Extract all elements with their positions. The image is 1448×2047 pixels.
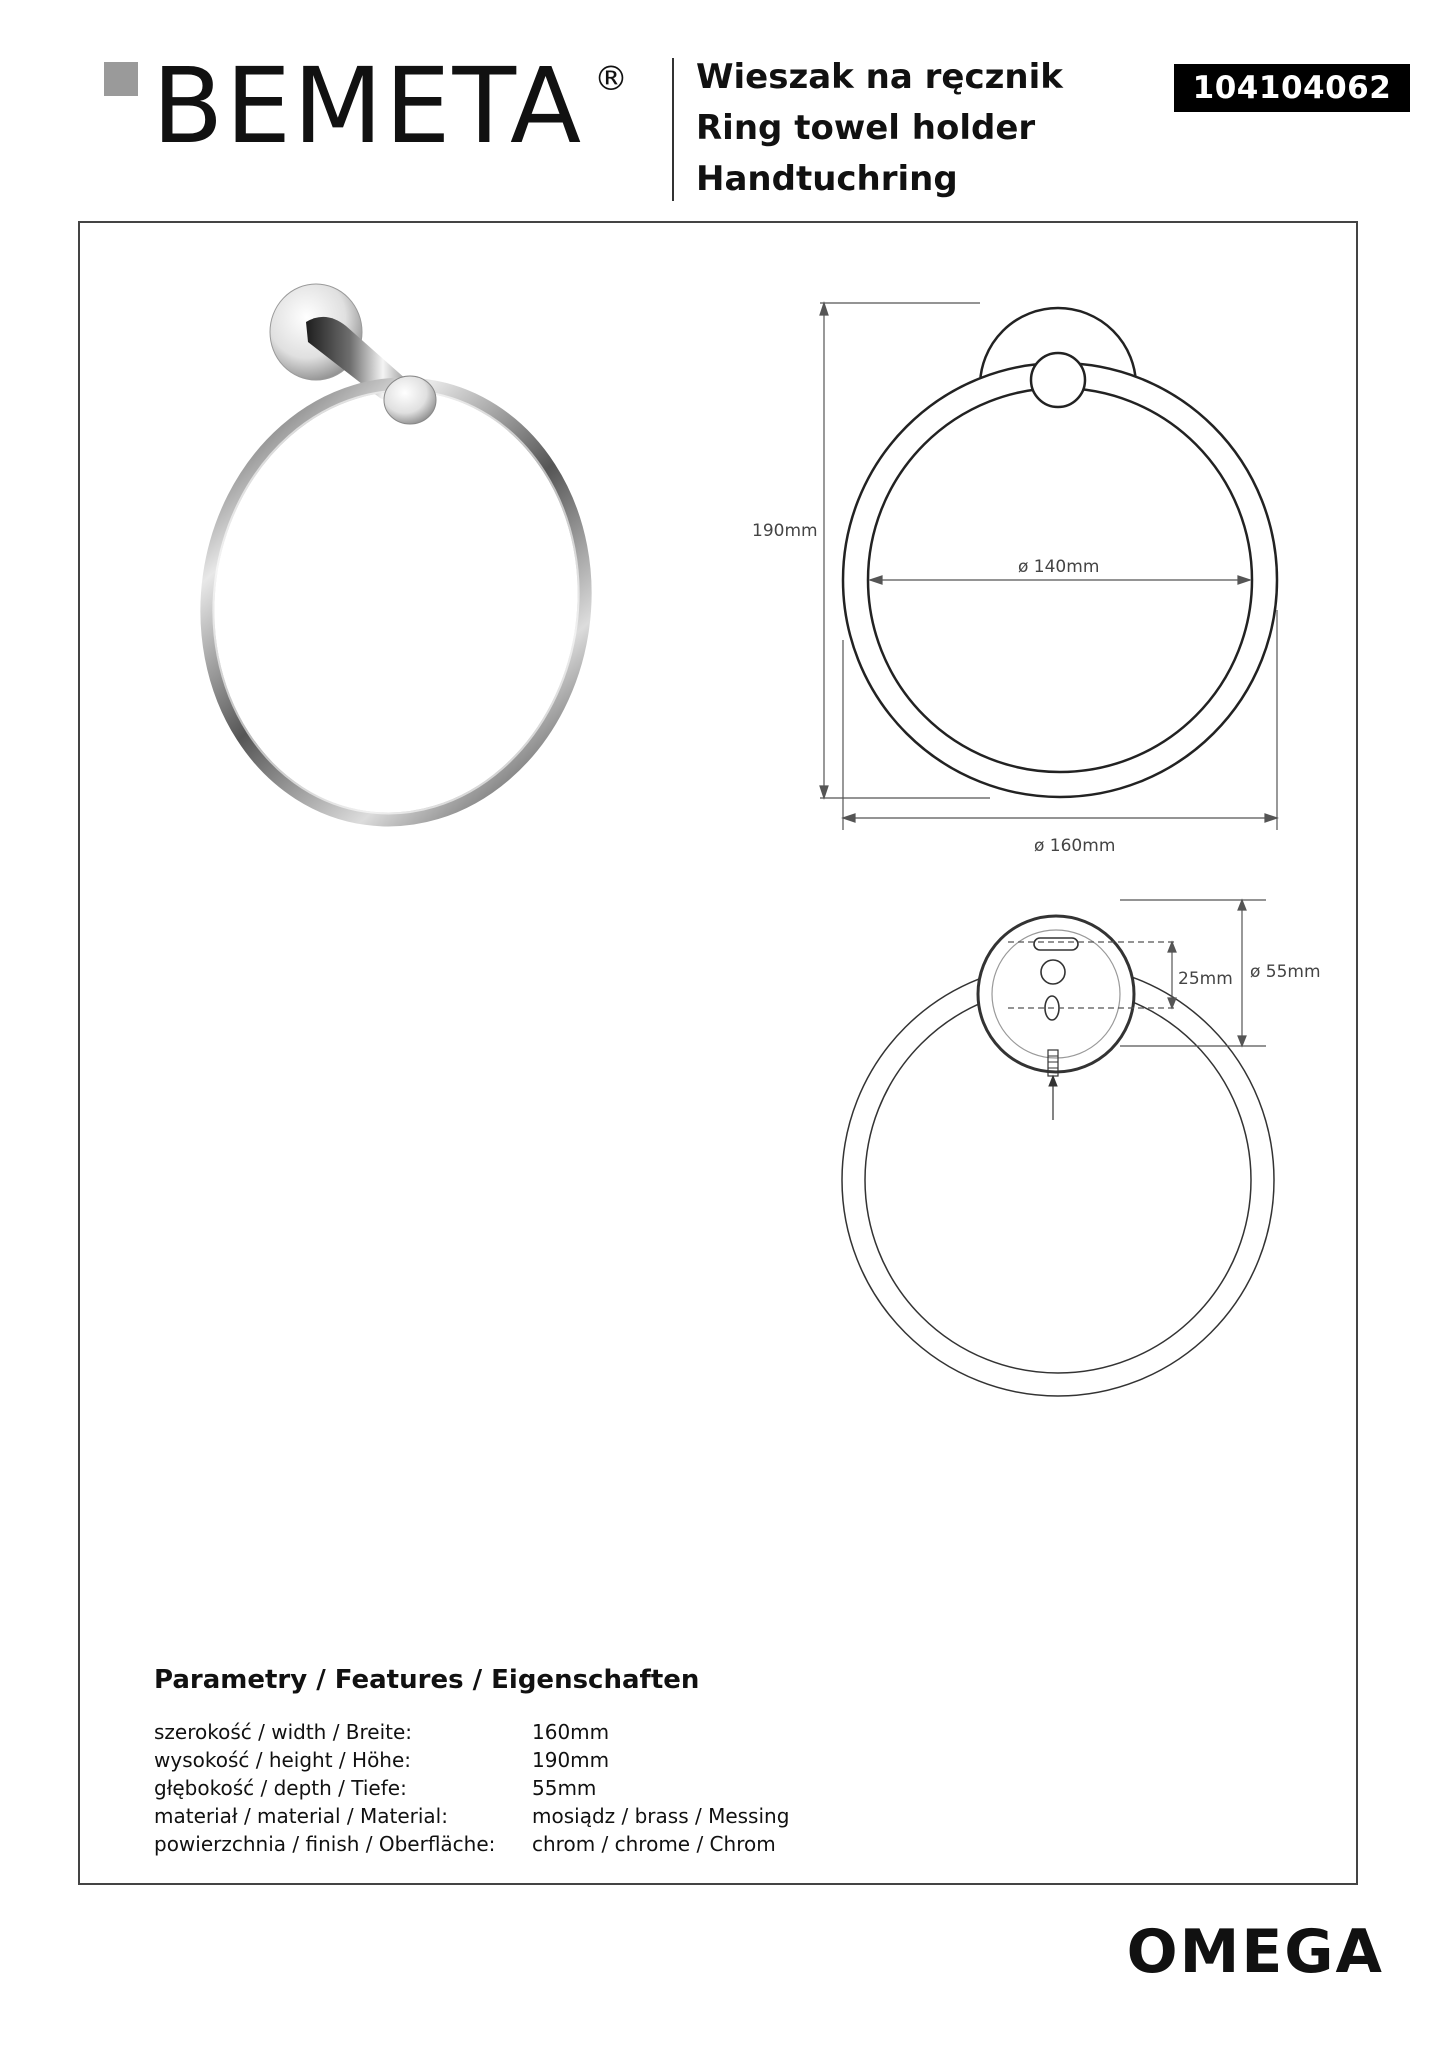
feature-value: mosiądz / brass / Messing — [532, 1804, 790, 1828]
product-titles — [696, 52, 1063, 205]
back-base-plate — [978, 916, 1134, 1072]
feature-row-material — [154, 1802, 914, 1830]
back-base-diameter-label: ø 55mm — [1250, 962, 1321, 982]
feature-label: powierzchnia / finish / Oberfläche: — [154, 1832, 496, 1856]
logo-wordmark-svg — [104, 56, 644, 152]
bemeta-logo — [104, 56, 644, 152]
feature-row-width — [154, 1718, 914, 1746]
front-inner-diameter-label: ø 140mm — [1018, 557, 1100, 577]
back-hole-spacing-label: 25mm — [1178, 969, 1233, 989]
registered-mark: ® — [594, 59, 628, 99]
front-view-drawing — [740, 290, 1300, 870]
photo-ring — [196, 360, 606, 836]
feature-value: 160mm — [532, 1720, 610, 1744]
feature-value: chrom / chrome / Chrom — [532, 1832, 776, 1856]
product-code-badge: 104104062 — [1174, 64, 1410, 112]
title-polish: Wieszak na ręcznik — [696, 57, 1063, 97]
feature-value: 190mm — [532, 1748, 610, 1772]
features-section — [154, 1662, 914, 1858]
feature-row-finish — [154, 1830, 914, 1858]
features-title: Parametry / Features / Eigenschaften — [154, 1665, 700, 1695]
front-height-label: 190mm — [752, 521, 818, 541]
series-name: OMEGA — [1126, 1917, 1384, 1987]
photo-end-cap — [384, 376, 436, 424]
title-english: Ring towel holder — [696, 108, 1036, 148]
title-german: Handtuchring — [696, 159, 958, 199]
back-view-drawing — [828, 880, 1348, 1400]
header-divider — [672, 58, 674, 201]
product-photo — [196, 276, 606, 836]
feature-label: szerokość / width / Breite: — [154, 1720, 413, 1744]
front-connector — [1031, 353, 1085, 407]
feature-row-depth — [154, 1774, 914, 1802]
front-outer-diameter-label: ø 160mm — [1034, 836, 1116, 856]
feature-value: 55mm — [532, 1776, 597, 1800]
logo-wordmark: BEMETA — [152, 56, 584, 152]
feature-label: wysokość / height / Höhe: — [154, 1748, 412, 1772]
feature-row-height — [154, 1746, 914, 1774]
feature-label: głębokość / depth / Tiefe: — [154, 1776, 407, 1800]
feature-label: materiał / material / Material: — [154, 1804, 448, 1828]
